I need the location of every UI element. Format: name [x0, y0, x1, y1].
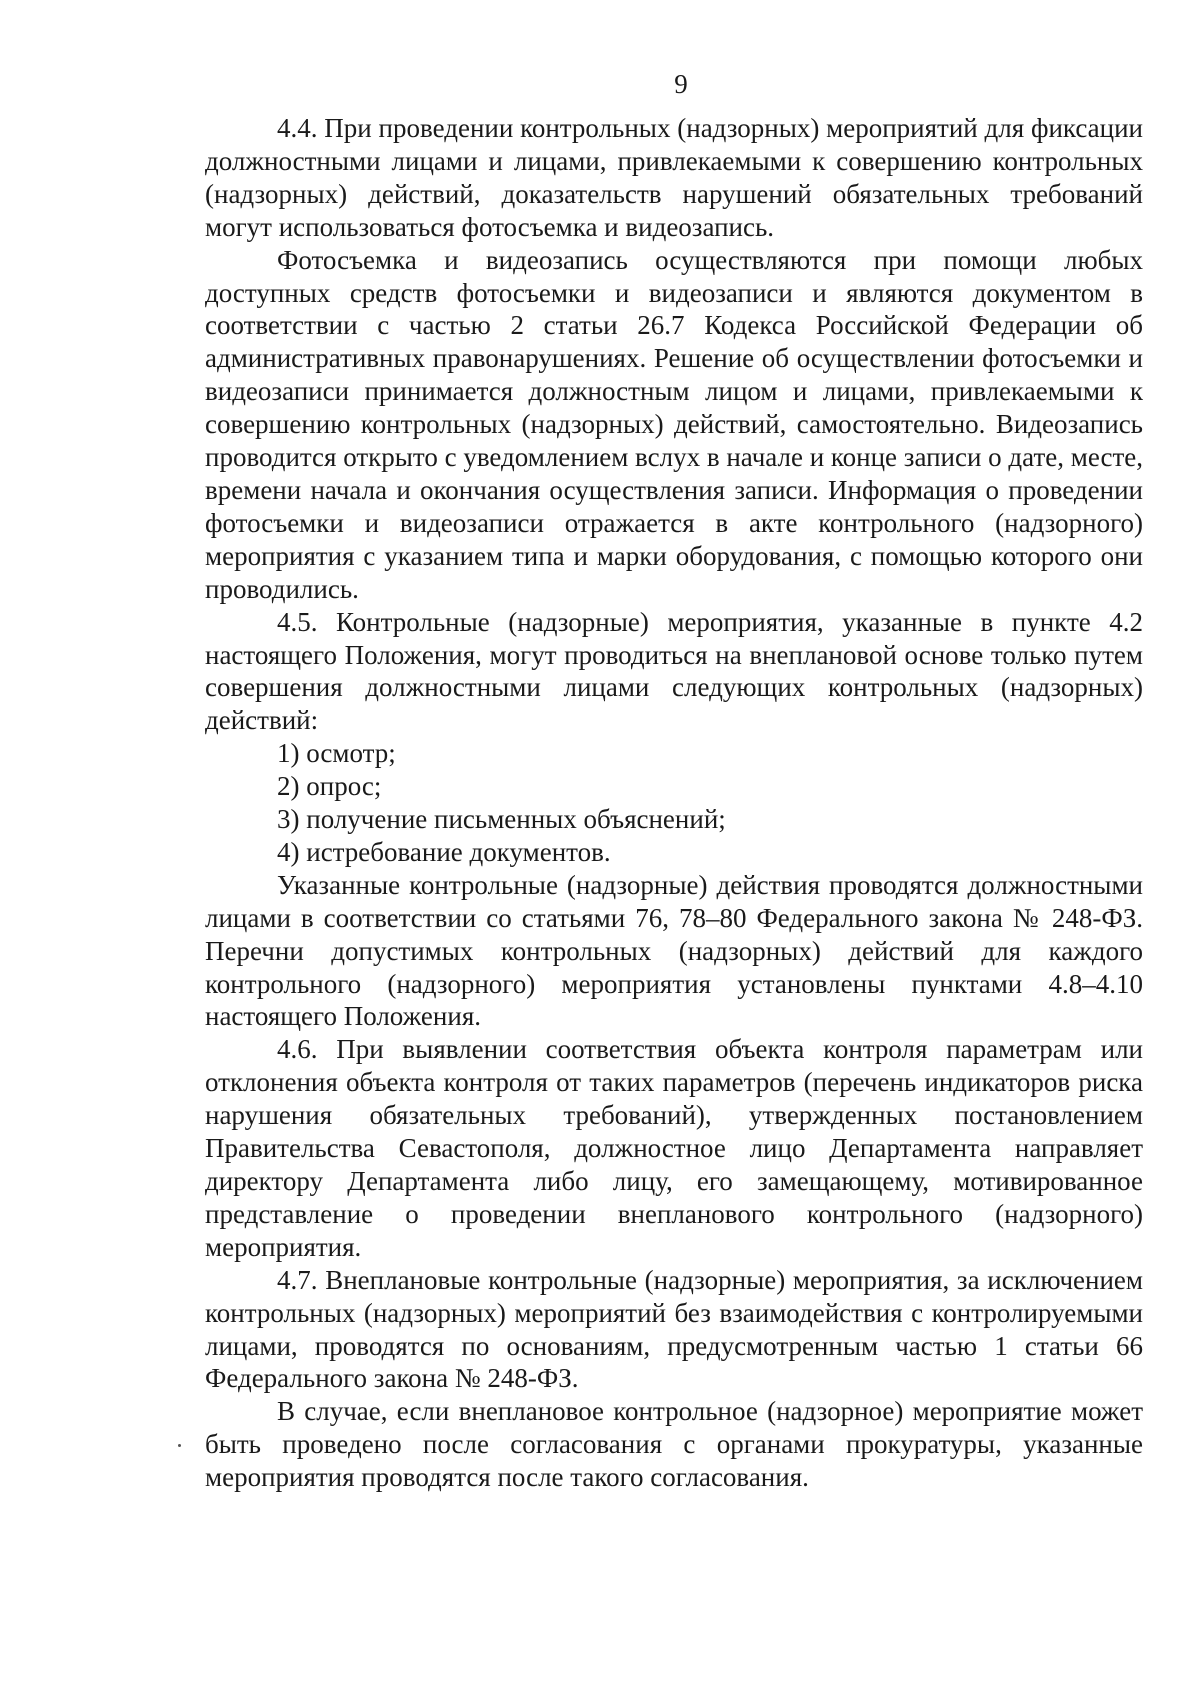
list-item: 1) осмотр; [277, 738, 396, 769]
paragraph-prosecutor-approval: В случае, если внеплановое контрольное (надзорное) мероприятие может быть проведено после согласования с органами прокуратуры, указанные мероприятия проводятся после такого согласования. [205, 1396, 1143, 1493]
document-body [205, 112, 1143, 1494]
paragraph-4-7: 4.7. Внеплановые контрольные (надзорные) мероприятия, за исключением контрольных (надзорных) мероприятий без взаимодействия с контролируемыми лицами, проводятся по основаниям, предусмотренным частью 1 статьи 66 Федерального закона № 248-ФЗ. [205, 1264, 1143, 1394]
list-item: 2) опрос; [277, 771, 382, 802]
list-item: 3) получение письменных объяснений; [277, 804, 726, 835]
page-number: 9 [674, 69, 688, 99]
paragraph-actions: Указанные контрольные (надзорные) действия проводятся должностными лицами в соответствии со статьями 76, 78–80 Федерального закона № 248-ФЗ. Перечни допустимых контрольных (надзорных) действий для каждого контрольного (надзорного) мероприятия установлены пунктами 4.8–4.10 настоящего Положения. [205, 869, 1143, 1032]
list-item: 4) истребование документов. [277, 836, 611, 867]
paragraph-4-5: 4.5. Контрольные (надзорные) мероприятия, указанные в пункте 4.2 настоящего Положения, могут проводиться на внеплановой основе только путем совершения должностными лицами следующих контрольных (надзорных) действий: [205, 606, 1143, 736]
paragraph-4-4: 4.4. При проведении контрольных (надзорных) мероприятий для фиксации должностными лицами и лицами, привлекаемыми к совершению контрольных (надзорных) действий, доказательств нарушений обязательных требований могут использоваться фотосъемка и видеозапись. [205, 113, 1143, 242]
paragraph-photo-video: Фотосъемка и видеозапись осуществляются при помощи любых доступных средств фотосъемки и видеозаписи и являются документом в соответствии с частью 2 статьи 26.7 Кодекса Российской Федерации об административных правонарушениях. Решение об осуществлении фотосъемки и видеозаписи принимается должностным лицом и лицами, привлекаемыми к совершению контрольных (надзорных) действий, самостоятельно. Видеозапись проводится открыто с уведомлением вслух в начале и конце записи о дате, месте, времени начала и окончания осуществления записи. Информация о проведении фотосъемки и видеозаписи отражается в акте контрольного (надзорного) мероприятия с указанием типа и марки оборудования, с помощью которого они проводились. [205, 244, 1143, 604]
paragraph-4-6: 4.6. При выявлении соответствия объекта контроля параметрам или отклонения объекта контроля от таких параметров (перечень индикаторов риска нарушения обязательных требований), утвержденных постановлением Правительства Севастополя, должностное лицо Департамента направляет директору Департамента либо лицу, его замещающему, мотивированное представление о проведении внепланового контрольного (надзорного) мероприятия. [205, 1034, 1143, 1262]
scan-speck [178, 1444, 181, 1447]
